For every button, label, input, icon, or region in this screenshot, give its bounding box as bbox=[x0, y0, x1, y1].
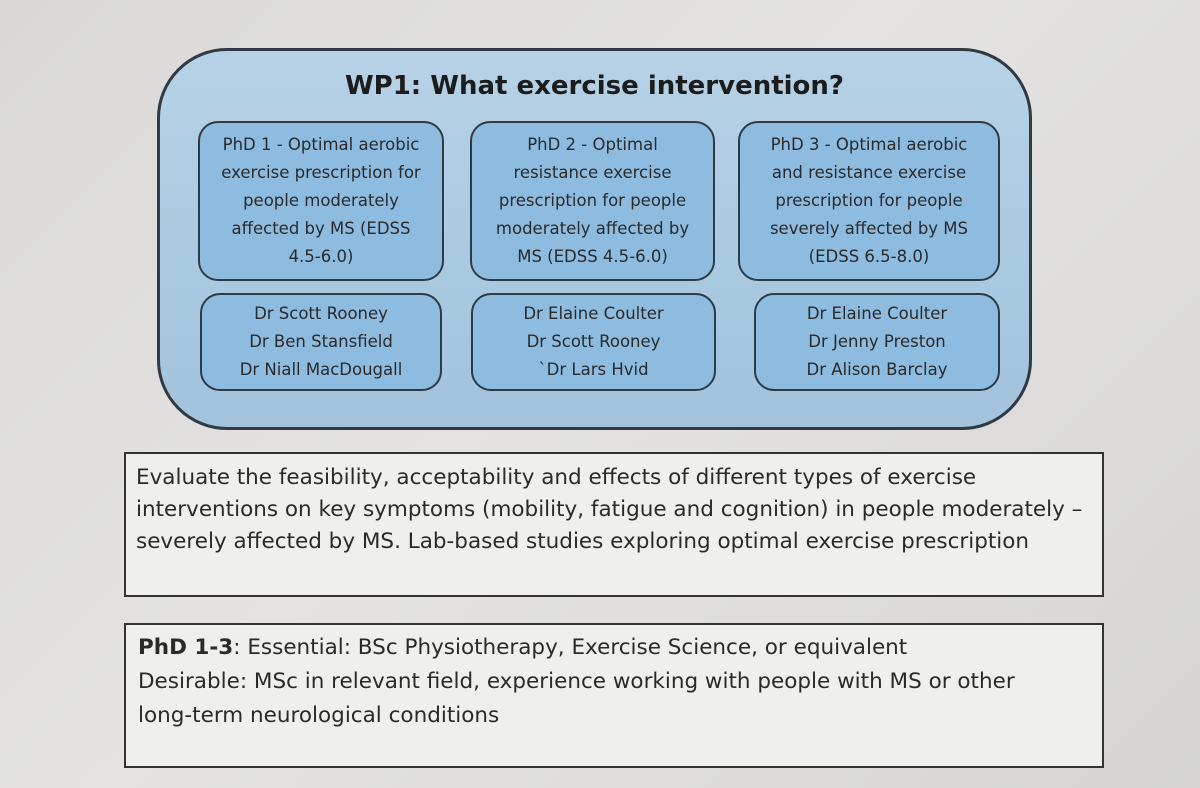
phd2-supervisors-box bbox=[471, 293, 716, 391]
requirements-panel bbox=[124, 623, 1104, 768]
phd3-supervisors-box bbox=[754, 293, 1000, 391]
phd3-line: severely affected by MS bbox=[769, 219, 969, 238]
objective-panel bbox=[124, 452, 1104, 597]
supervisor-name: Dr Jenny Preston bbox=[808, 332, 946, 351]
supervisor-name: Dr Niall MacDougall bbox=[239, 360, 403, 379]
phd1-line: affected by MS (EDSS bbox=[231, 219, 411, 238]
phd3-line: and resistance exercise bbox=[771, 163, 967, 182]
phd3-box bbox=[738, 121, 1000, 281]
desirable-line: long-term neurological conditions bbox=[138, 703, 500, 728]
phd3-line: prescription for people bbox=[775, 191, 963, 210]
phd2-line: MS (EDSS 4.5-6.0) bbox=[517, 247, 668, 266]
essential-line bbox=[138, 631, 1090, 665]
phd1-line: PhD 1 - Optimal aerobic bbox=[222, 135, 420, 154]
phd3-line: (EDSS 6.5-8.0) bbox=[808, 247, 930, 266]
supervisor-name: Dr Alison Barclay bbox=[806, 360, 948, 379]
phd3-line: PhD 3 - Optimal aerobic bbox=[770, 135, 968, 154]
phd2-line: moderately affected by bbox=[495, 219, 690, 238]
wp1-title: WP1: What exercise intervention? bbox=[344, 71, 845, 101]
supervisor-name: Dr Elaine Coulter bbox=[523, 304, 664, 323]
supervisor-name: `Dr Lars Hvid bbox=[538, 360, 649, 379]
phd2-line: PhD 2 - Optimal bbox=[527, 135, 658, 154]
desirable-line: Desirable: MSc in relevant field, experience working with people with MS or other bbox=[138, 669, 1015, 694]
phd1-line: people moderately bbox=[243, 191, 399, 210]
supervisor-name: Dr Scott Rooney bbox=[254, 304, 388, 323]
supervisor-name: Dr Scott Rooney bbox=[526, 332, 661, 351]
essential-text: : Essential: BSc Physiotherapy, Exercise Science, or equivalent bbox=[233, 635, 908, 660]
supervisor-name: Dr Ben Stansfield bbox=[249, 332, 393, 351]
objective-text: Evaluate the feasibility, acceptability and effects of different types of exercise interventions on key symptoms (mobility, fatigue and cognition) in people moderately – severely affected by MS. Lab-based studies exploring optimal exercise prescription bbox=[136, 465, 1083, 554]
phd1-box bbox=[198, 121, 444, 281]
supervisor-name: Dr Elaine Coulter bbox=[806, 304, 948, 323]
phd2-box bbox=[470, 121, 715, 281]
requirements-label: PhD 1-3 bbox=[138, 635, 234, 660]
wp1-container bbox=[157, 48, 1032, 430]
phd1-line: 4.5-6.0) bbox=[288, 247, 354, 266]
phd1-line: exercise prescription for bbox=[221, 163, 421, 182]
phd2-line: resistance exercise bbox=[513, 163, 672, 182]
phd2-line: prescription for people bbox=[498, 191, 687, 210]
phd1-supervisors-box bbox=[200, 293, 442, 391]
